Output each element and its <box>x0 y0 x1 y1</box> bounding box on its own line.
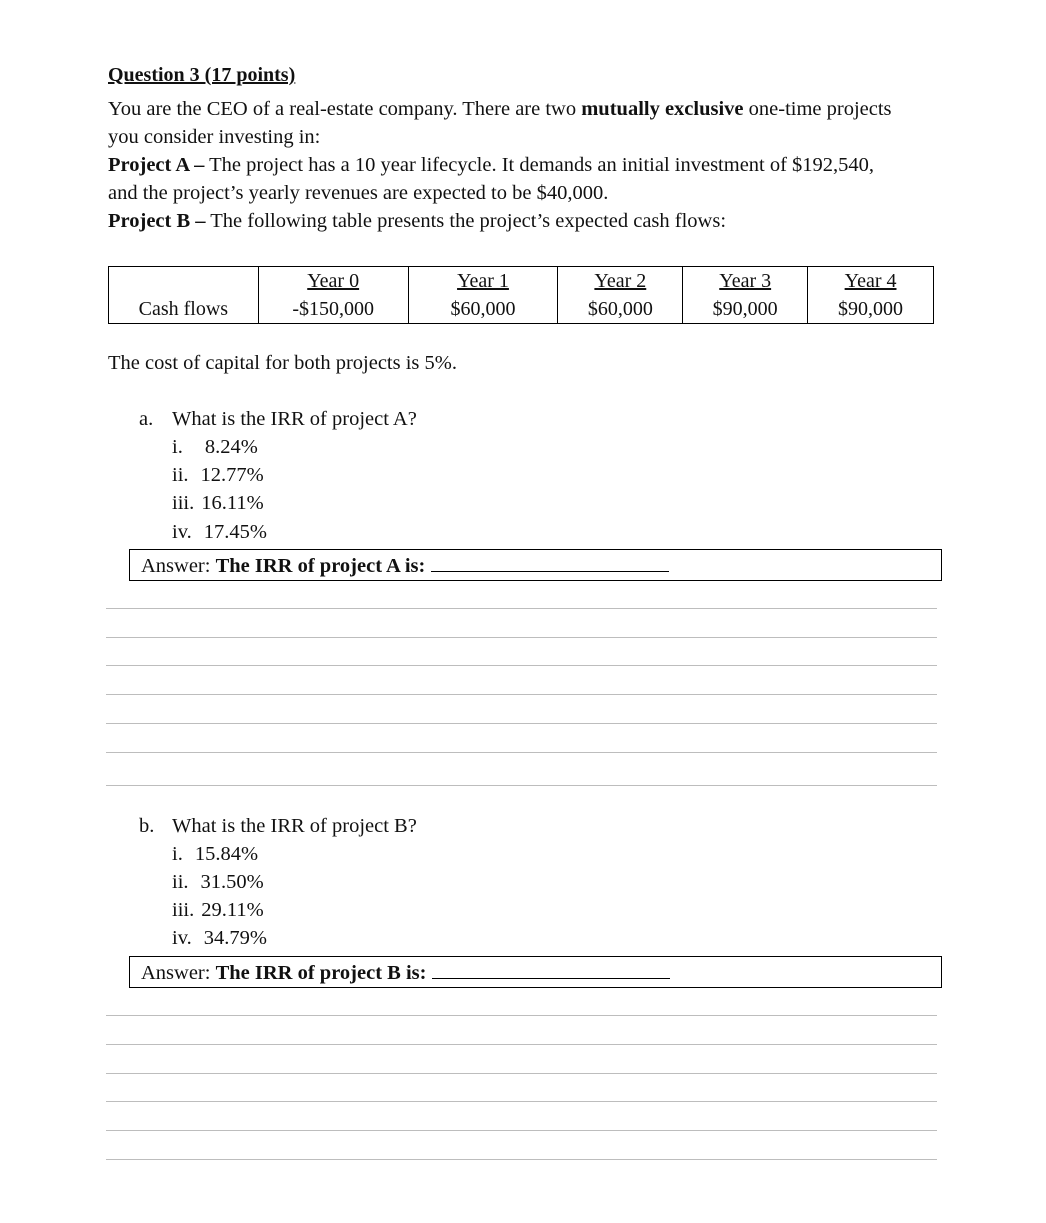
table-corner-cell <box>109 267 259 296</box>
answer-b-text <box>141 960 670 985</box>
writing-line <box>106 1159 937 1160</box>
writing-line <box>106 1015 937 1016</box>
project-a-line-2: and the project’s yearly revenues are expected to be $40,000. <box>108 182 609 204</box>
part-b-question: What is the IRR of project B? <box>172 815 417 837</box>
option-item: iii. 29.11% <box>172 899 264 921</box>
project-b-desc: The following table presents the project’s expected cash flows: <box>205 210 727 232</box>
answer-prefix: Answer: <box>141 962 216 984</box>
answer-box-a <box>129 549 942 581</box>
option-item: iii. 16.11% <box>172 492 264 514</box>
writing-line <box>106 723 937 724</box>
project-b-line <box>108 210 726 233</box>
writing-line <box>106 1130 937 1131</box>
table-row <box>109 295 934 324</box>
part-a-question: What is the IRR of project A? <box>172 408 417 430</box>
project-a-line-1 <box>108 154 874 177</box>
option-item: ii. 12.77% <box>172 464 264 486</box>
option-item: i. 15.84% <box>172 843 259 865</box>
table-cell: $60,000 <box>558 295 683 324</box>
writing-line <box>106 694 937 695</box>
answer-label: The IRR of project A is: <box>215 555 426 577</box>
answer-a-text <box>141 553 669 578</box>
cash-flow-table <box>108 266 934 324</box>
table-cell: $60,000 <box>408 295 558 324</box>
intro-text-a: You are the CEO of a real-estate company. There are two <box>108 98 582 120</box>
intro-line-1 <box>108 98 892 121</box>
table-cell: $90,000 <box>808 295 934 324</box>
table-header-cell: Year 0 <box>258 267 408 296</box>
table-header-row <box>109 267 934 296</box>
answer-b-blank[interactable] <box>432 960 670 979</box>
intro-line-2: you consider investing in: <box>108 126 321 148</box>
part-b-letter: b. <box>139 815 155 837</box>
table-header-cell: Year 1 <box>408 267 558 296</box>
option-item: ii. 31.50% <box>172 871 264 893</box>
answer-a-blank[interactable] <box>431 553 669 572</box>
project-a-desc: The project has a 10 year lifecycle. It demands an initial investment of $192,540, <box>204 154 875 176</box>
table-header-cell: Year 3 <box>683 267 808 296</box>
table-cell: -$150,000 <box>258 295 408 324</box>
cost-of-capital: The cost of capital for both projects is 5%. <box>108 352 457 374</box>
table-header-cell: Year 4 <box>808 267 934 296</box>
writing-line <box>106 1044 937 1045</box>
writing-line <box>106 608 937 609</box>
table-row-label: Cash flows <box>109 295 259 324</box>
table-cell: $90,000 <box>683 295 808 324</box>
writing-line <box>106 752 937 753</box>
project-b-label: Project B – <box>108 210 206 232</box>
option-item: i. 8.24% <box>172 436 258 458</box>
writing-line <box>106 665 937 666</box>
option-item: iv. 34.79% <box>172 927 267 949</box>
project-a-label: Project A – <box>108 154 205 176</box>
intro-emphasis: mutually exclusive <box>581 98 744 120</box>
writing-line <box>106 637 937 638</box>
answer-prefix: Answer: <box>141 555 216 577</box>
writing-line <box>106 1101 937 1102</box>
option-item: iv. 17.45% <box>172 521 267 543</box>
writing-line <box>106 1073 937 1074</box>
answer-box-b <box>129 956 942 988</box>
answer-label: The IRR of project B is: <box>215 962 427 984</box>
writing-line <box>106 785 937 786</box>
part-a-letter: a. <box>139 408 154 430</box>
intro-text-b: one-time projects <box>743 98 892 120</box>
question-title: Question 3 (17 points) <box>108 64 296 86</box>
table-header-cell: Year 2 <box>558 267 683 296</box>
